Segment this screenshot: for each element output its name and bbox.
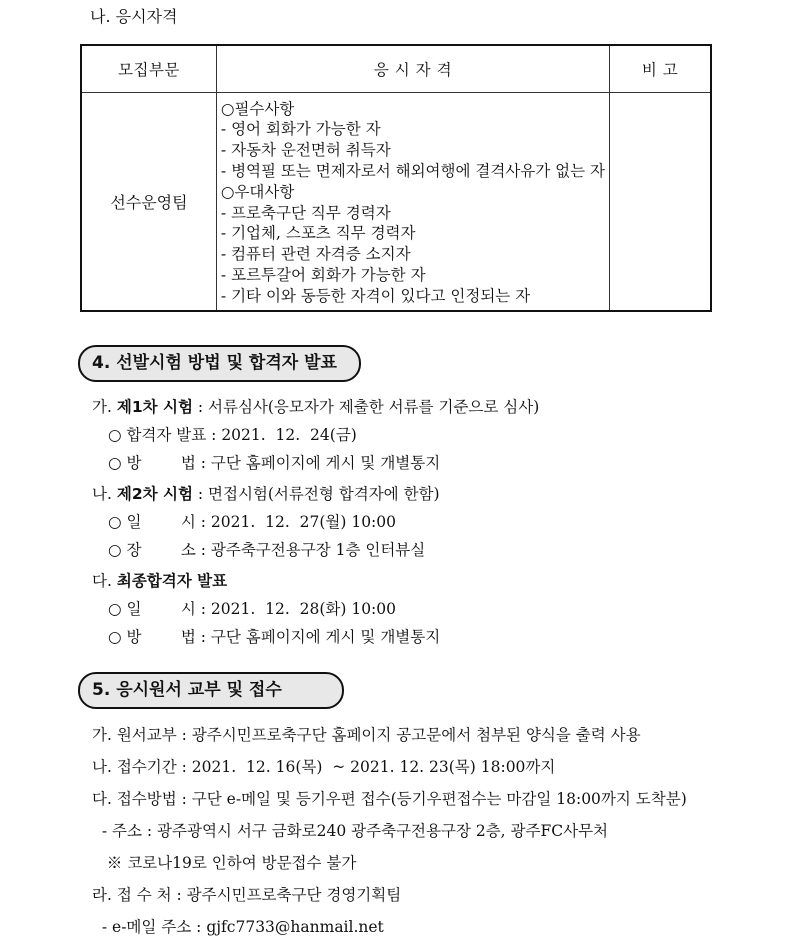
qualification-line: - 기타 이와 동등한 자격이 있다고 인정되는 자 [220, 286, 531, 305]
table-row [81, 93, 711, 312]
section-5-heading: 5. 응시원서 교부 및 접수 [78, 672, 344, 709]
first-exam-label: 제1차 시험 [116, 398, 193, 416]
section-5-line: 다. 접수방법 : 구단 e-메일 및 등기우편 접수(등기우편접수는 마감일 18:00까지 도착분) [92, 790, 687, 808]
qualification-line: ○우대사항 [220, 182, 295, 201]
final-result-prefix: 다. [92, 572, 112, 590]
section-5-line: ※ 코로나19로 인하여 방문접수 불가 [92, 854, 357, 872]
first-exam-item: ○ 방 법 : 구단 홈페이지에 게시 및 개별통지 [108, 454, 441, 472]
table-header-row [81, 45, 711, 93]
second-exam-label: 제2차 시험 [116, 485, 193, 503]
second-exam-desc: : 면접시험(서류전형 합격자에 한함) [192, 485, 440, 503]
qualifications-cell [216, 93, 609, 312]
column-header-qualifications: 응 시 자 격 [216, 45, 609, 93]
qualification-line: ○필수사항 [220, 99, 295, 118]
second-exam-item: ○ 장 소 : 광주축구전용구장 1층 인터뷰실 [108, 541, 426, 559]
first-exam-line [92, 395, 539, 417]
first-exam-item: ○ 합격자 발표 : 2021. 12. 24(금) [108, 426, 357, 444]
section-4-heading: 4. 선발시험 방법 및 합격자 발표 [78, 345, 361, 382]
first-exam-prefix: 가. [92, 398, 112, 416]
final-result-label: 최종합격자 발표 [116, 572, 228, 590]
qualification-line: - 기업체, 스포츠 직무 경력자 [220, 224, 416, 243]
note-cell [610, 93, 711, 312]
second-exam-line [92, 482, 440, 504]
contact-email-line: - e-메일 주소 : gjfc7733@hanmail.net [92, 918, 384, 936]
section-5-line: 나. 접수기간 : 2021. 12. 16(목) ~ 2021. 12. 23(목) 18:00까지 [92, 758, 556, 776]
column-header-note: 비 고 [610, 45, 711, 93]
second-exam-item: ○ 일 시 : 2021. 12. 27(월) 10:00 [108, 513, 397, 531]
qualification-line: - 병역필 또는 면제자로서 해외여행에 결격사유가 없는 자 [220, 161, 606, 180]
section-5-line: 가. 원서교부 : 광주시민프로축구단 홈페이지 공고문에서 첨부된 양식을 출력 사용 [92, 726, 641, 744]
qualifications-table [80, 44, 712, 312]
section-5-line: - 주소 : 광주광역시 서구 금화로240 광주축구전용구장 2층, 광주FC사무처 [92, 822, 609, 840]
qualification-line: - 컴퓨터 관련 자격증 소지자 [220, 245, 411, 264]
qualification-line: - 포르투갈어 회화가 가능한 자 [220, 265, 426, 284]
final-result-item: ○ 방 법 : 구단 홈페이지에 게시 및 개별통지 [108, 628, 441, 646]
qualification-line: - 영어 회화가 가능한 자 [220, 120, 381, 139]
final-result-item: ○ 일 시 : 2021. 12. 28(화) 10:00 [108, 600, 397, 618]
column-header-department: 모집부문 [81, 45, 216, 93]
qualification-line: - 프로축구단 직무 경력자 [220, 203, 391, 222]
second-exam-prefix: 나. [92, 485, 112, 503]
final-result-line [92, 569, 227, 591]
first-exam-desc: : 서류심사(응모자가 제출한 서류를 기준으로 심사) [192, 398, 540, 416]
qualification-line: - 자동차 운전면허 취득자 [220, 141, 391, 160]
section-5-line: 라. 접 수 처 : 광주시민프로축구단 경영기획팀 [92, 886, 402, 904]
department-cell: 선수운영팀 [81, 93, 216, 312]
section-title-qualifications: 나. 응시자격 [90, 7, 178, 26]
